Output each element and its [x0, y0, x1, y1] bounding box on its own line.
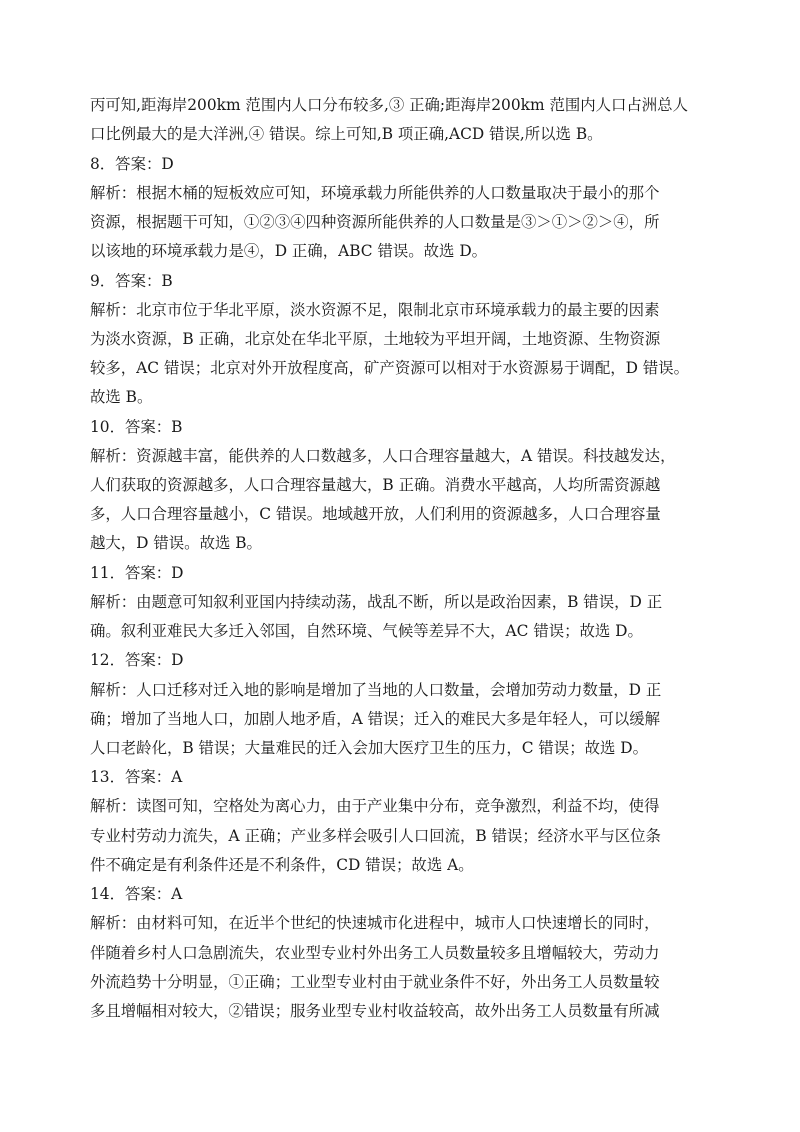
text-line: 解析：由题意可知叙利亚国内持续动荡，战乱不断，所以是政治因素，B 错误，D 正 — [90, 593, 663, 611]
text-line: 解析：由材料可知，在近半个世纪的快速城市化进程中，城市人口快速增长的同时， — [90, 914, 660, 932]
text-line: 确；增加了当地人口，加剧人地矛盾，A 错误；迁入的难民大多是年轻人，可以缓解 — [90, 710, 661, 728]
answer-heading: 8．答案：D — [90, 155, 174, 173]
answer-heading: 10．答案：B — [90, 418, 183, 436]
text-line: 解析：根据木桶的短板效应可知，环境承载力所能供养的人口数量取决于最小的那个 — [90, 184, 660, 202]
text-line: 伴随着乡村人口急剧流失，农业型专业村外出务工人员数量较多且增幅较大，劳动力 — [90, 944, 660, 962]
text-line: 丙可知,距海岸200km 范围内人口分布较多,③ 正确;距海岸200km 范围内人口占洲总人 — [90, 96, 688, 114]
text-line: 人口老龄化，B 错误；大量难民的迁入会加大医疗卫生的压力，C 错误；故选 D。 — [90, 739, 648, 757]
text-line: 较多，AC 错误；北京对外开放程度高，矿产资源可以相对于水资源易于调配，D 错误。 — [90, 359, 690, 377]
text-line: 确。叙利亚难民大多迁入邻国，自然环境、气候等差异不大，AC 错误；故选 D。 — [90, 622, 643, 640]
answer-heading: 13．答案：A — [90, 768, 183, 786]
text-line: 件不确定是有利条件还是不利条件，CD 错误；故选 A。 — [90, 856, 474, 874]
text-line: 故选 B。 — [90, 388, 153, 406]
text-line: 外流趋势十分明显，①正确；工业型专业村由于就业条件不好，外出务工人员数量较 — [90, 973, 660, 991]
text-line: 越大，D 错误。故选 B。 — [90, 534, 262, 552]
text-line: 多且增幅相对较大，②错误；服务业型专业村收益较高，故外出务工人员数量有所减 — [90, 1002, 660, 1020]
answer-heading: 11．答案：D — [90, 564, 184, 582]
text-line: 专业村劳动力流失，A 正确；产业多样会吸引人口回流，B 错误；经济水平与区位条 — [90, 827, 661, 845]
text-line: 解析：读图可知，空格处为离心力，由于产业集中分布，竞争激烈，利益不均，使得 — [90, 797, 660, 815]
text-line: 以该地的环境承载力是④，D 正确，ABC 错误。故选 D。 — [90, 242, 488, 260]
text-line: 解析：北京市位于华北平原，淡水资源不足，限制北京市环境承载力的最主要的因素 — [90, 301, 660, 319]
text-line: 口比例最大的是大洋洲,④ 错误。综上可知,B 项正确,ACD 错误,所以选 B。 — [90, 125, 603, 143]
text-line: 人们获取的资源越多，人口合理容量越大，B 正确。消费水平越高，人均所需资源越 — [90, 476, 661, 494]
text-line: 资源，根据题干可知，①②③④四种资源所能供养的人口数量是③＞①＞②＞④，所 — [90, 213, 660, 231]
text-line: 解析：人口迁移对迁入地的影响是增加了当地的人口数量，会增加劳动力数量，D 正 — [90, 681, 662, 699]
text-line: 解析：资源越丰富，能供养的人口数越多，人口合理容量越大，A 错误。科技越发达， — [90, 447, 676, 465]
text-line: 多，人口合理容量越小，C 错误。地域越开放，人们利用的资源越多，人口合理容量 — [90, 505, 661, 523]
answer-heading: 14．答案：A — [90, 885, 183, 903]
answer-heading: 9．答案：B — [90, 272, 173, 290]
text-line: 为淡水资源，B 正确，北京处在华北平原，土地较为平坦开阔，土地资源、生物资源 — [90, 330, 661, 348]
answer-heading: 12．答案：D — [90, 651, 184, 669]
